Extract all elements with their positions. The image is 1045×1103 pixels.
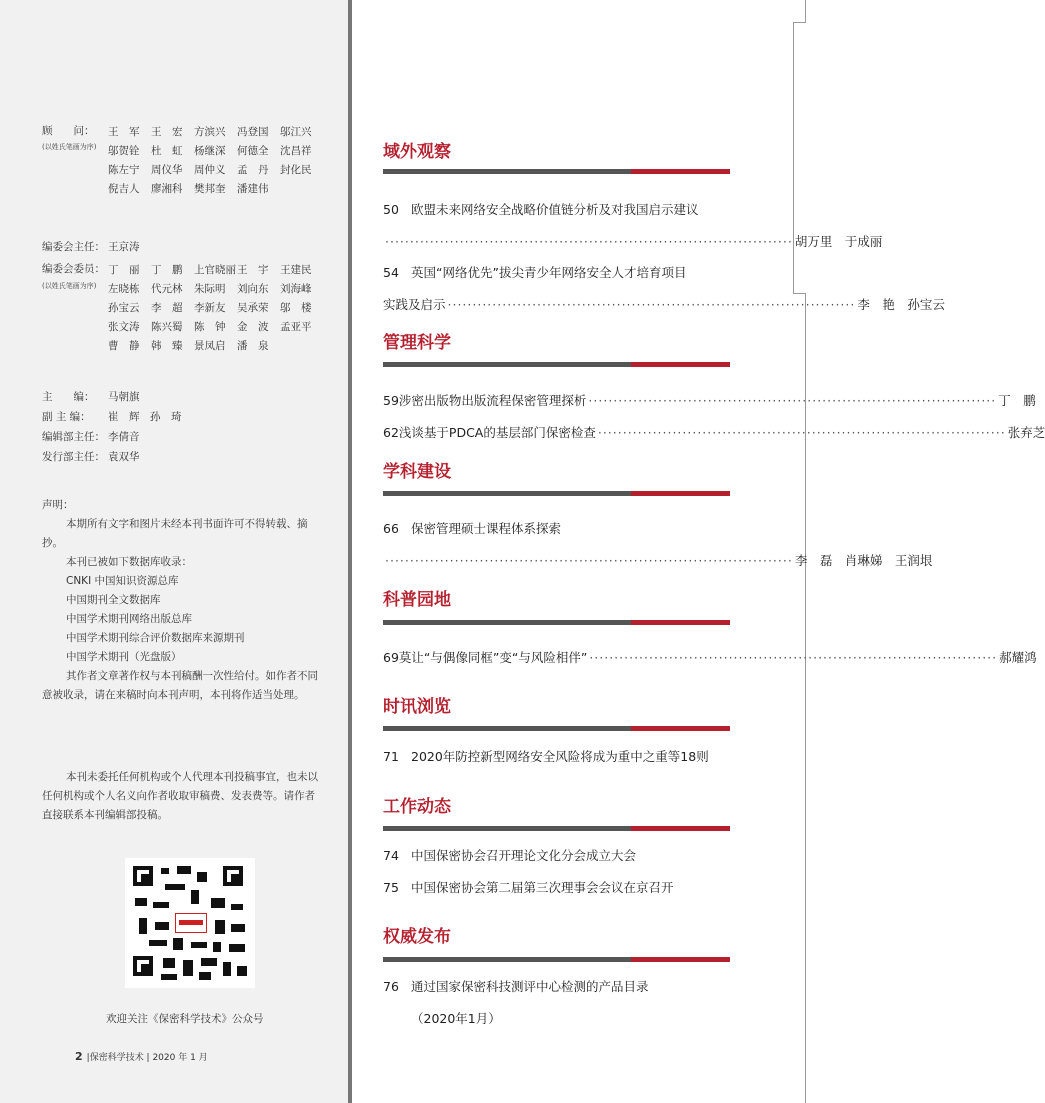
database-item: 中国学术期刊网络出版总库 xyxy=(66,613,192,625)
section-rule xyxy=(383,491,730,496)
advisor-name: 周仪华 xyxy=(151,164,183,176)
toc-entry[interactable] xyxy=(383,846,730,864)
toc-page-number: 69 xyxy=(383,649,399,665)
committee-row xyxy=(108,338,323,357)
toc-entry[interactable] xyxy=(383,423,1045,441)
toc-page-number: 59 xyxy=(383,392,399,408)
database-item: CNKI 中国知识资源总库 xyxy=(66,575,179,587)
advisor-name: 杨继深 xyxy=(194,145,226,157)
committee-row xyxy=(108,281,323,300)
advisor-name: 王 宏 xyxy=(151,126,183,138)
toc-authors: 郝耀鸿 xyxy=(999,650,1037,665)
declaration-p3: 其作者文章著作权与本刊稿酬一次性给付。如作者不同意被收录，请在来稿时向本刊声明，本刊将作适当处理。 xyxy=(42,670,318,701)
toc-authors: 李 磊 肖琳娣 王润垠 xyxy=(794,553,933,568)
toc-page-number: 76 xyxy=(383,978,399,994)
leader-dots: ·················································································· xyxy=(588,392,997,408)
toc-page-number: 54 xyxy=(383,264,399,280)
toc-title: 中国保密协会第二届第三次理事会会议在京召开 xyxy=(411,880,674,895)
toc-authors: 丁 鹏 xyxy=(998,393,1036,408)
committee-row xyxy=(108,319,323,338)
member-name: 孟亚平 xyxy=(280,321,312,333)
member-name: 金 波 xyxy=(237,321,269,333)
qr-caption: 欢迎关注《保密科学技术》公众号 xyxy=(106,1013,264,1025)
advisor-name: 邬江兴 xyxy=(280,126,312,138)
section-title: 管理科学 xyxy=(383,333,451,353)
toc-page-number: 62 xyxy=(383,424,399,440)
committee-row xyxy=(108,262,323,281)
section-rule xyxy=(383,169,730,174)
advisor-name: 樊邦奎 xyxy=(194,183,226,195)
advisor-name: 方滨兴 xyxy=(194,126,226,138)
qr-code xyxy=(125,858,255,988)
member-name: 韩 臻 xyxy=(151,340,183,352)
toc-entry[interactable] xyxy=(383,648,1037,666)
database-item: 中国期刊全文数据库 xyxy=(66,594,161,606)
member-name: 张文涛 xyxy=(108,321,140,333)
toc-title: 莫让“与偶像同框”变“与风险相伴” xyxy=(398,650,588,665)
committee-director: 王京涛 xyxy=(108,241,140,253)
advisor-name: 沈昌祥 xyxy=(280,145,312,157)
advisor-name: 冯登国 xyxy=(237,126,269,138)
leader-dots: ·················································································· xyxy=(447,296,856,312)
member-name: 朱际明 xyxy=(194,283,226,295)
advisors-names xyxy=(108,124,323,200)
advisor-name: 王 军 xyxy=(108,126,140,138)
staff-role: 副 主 编： xyxy=(42,411,91,423)
advisors-row xyxy=(108,181,323,200)
member-name: 王 宇 xyxy=(237,264,269,276)
advisor-name: 杜 虹 xyxy=(151,145,183,157)
section-rule xyxy=(383,362,730,367)
leader-dots: ·················································································· xyxy=(385,233,793,249)
agency-notice xyxy=(42,768,322,825)
database-item: 中国学术期刊综合评价数据库来源期刊 xyxy=(66,632,245,644)
member-name: 丁 鹏 xyxy=(151,264,183,276)
advisors-label: 顾 问： xyxy=(42,125,95,137)
member-name: 陈 钟 xyxy=(194,321,226,333)
member-name: 潘 泉 xyxy=(237,340,269,352)
committee-names xyxy=(108,262,323,357)
toc-page-number: 74 xyxy=(383,847,399,863)
staff-role: 编辑部主任： xyxy=(42,431,105,443)
edge-tab xyxy=(793,22,806,294)
toc-entry[interactable] xyxy=(383,747,730,765)
toc-entry[interactable] xyxy=(383,263,730,281)
declaration-title: 声明： xyxy=(42,499,74,511)
member-name: 丁 丽 xyxy=(108,264,140,276)
toc-title: 2020年防控新型网络安全风险将成为重中之重等18则 xyxy=(411,749,709,764)
member-name: 李新友 xyxy=(194,302,226,314)
section-title: 科普园地 xyxy=(383,590,451,610)
toc-title: 中国保密协会召开理论文化分会成立大会 xyxy=(411,848,637,863)
leader-dots: ·················································································· xyxy=(385,552,793,568)
member-name: 吴承荣 xyxy=(237,302,269,314)
toc-title: 通过国家保密科技测评中心检测的产品目录 xyxy=(411,979,649,994)
page-number: 2 xyxy=(75,1050,83,1063)
section-rule xyxy=(383,826,730,831)
member-name: 曹 静 xyxy=(108,340,140,352)
staff-name: 马朝旗 xyxy=(108,391,140,403)
toc-entry[interactable] xyxy=(383,519,730,537)
footer-text: |保密科学技术 | 2020 年 1 月 xyxy=(86,1053,208,1063)
database-item: 中国学术期刊（光盘版） xyxy=(66,651,182,663)
declaration-p4: 本刊未委托任何机构或个人代理本刊投稿事宜，也未以任何机构或个人名义向作者收取审稿费、发表费等。请作者直接联系本刊编辑部投稿。 xyxy=(42,771,318,821)
toc-page-number: 75 xyxy=(383,879,399,895)
leader-dots: ·················································································· xyxy=(597,424,1006,440)
section-title: 域外观察 xyxy=(383,142,451,162)
toc-page-number: 50 xyxy=(383,201,399,217)
qr-finder xyxy=(133,956,153,976)
toc-entry[interactable] xyxy=(383,200,730,218)
advisor-name: 何德全 xyxy=(237,145,269,157)
advisor-name: 邬贺铨 xyxy=(108,145,140,157)
committee-row xyxy=(108,300,323,319)
section-rule xyxy=(383,726,730,731)
advisor-name: 孟 丹 xyxy=(237,164,269,176)
qr-logo xyxy=(175,913,207,933)
section-rule xyxy=(383,620,730,625)
toc-title: 英国“网络优先”拔尖青少年网络安全人才培育项目 xyxy=(411,265,687,280)
advisors-row xyxy=(108,124,323,143)
member-name: 王建民 xyxy=(280,264,312,276)
toc-entry[interactable] xyxy=(383,391,1036,409)
member-name: 孙宝云 xyxy=(108,302,140,314)
member-name: 代元林 xyxy=(151,283,183,295)
toc-entry-continued[interactable] xyxy=(383,232,883,250)
staff-role: 发行部主任： xyxy=(42,451,105,463)
qr-finder xyxy=(133,866,153,886)
member-name: 上官晓丽 xyxy=(194,264,236,276)
declaration-p1: 本期所有文字和图片未经本刊书面许可不得转载、摘抄。 xyxy=(42,518,308,549)
toc-page-number: 66 xyxy=(383,520,399,536)
toc-entry-continued[interactable] xyxy=(383,551,933,569)
toc-authors: 李 艳 孙宝云 xyxy=(857,297,945,312)
advisors-row xyxy=(108,162,323,181)
advisor-name: 倪吉人 xyxy=(108,183,140,195)
member-name: 刘海峰 xyxy=(280,283,312,295)
member-name: 刘向东 xyxy=(237,283,269,295)
toc-entry-continued[interactable] xyxy=(383,295,945,313)
toc-title: 浅谈基于PDCA的基层部门保密检查 xyxy=(398,425,596,440)
advisors-row xyxy=(108,143,323,162)
toc-entry-continued[interactable] xyxy=(383,1009,730,1027)
toc-authors: 胡万里 于成丽 xyxy=(794,234,883,249)
staff-role: 主 编： xyxy=(42,391,95,403)
committee-members-sublabel: (以姓氏笔画为序) xyxy=(42,282,97,290)
toc-entry[interactable] xyxy=(383,878,730,896)
toc-title: 实践及启示 xyxy=(383,297,446,312)
qr-finder xyxy=(223,866,243,886)
committee-director-label: 编委会主任： xyxy=(42,241,105,253)
member-name: 陈兴蜀 xyxy=(151,321,183,333)
leader-dots: ·················································································· xyxy=(589,649,998,665)
committee-members-label: 编委会委员： xyxy=(42,263,105,275)
column-divider xyxy=(348,0,352,1103)
toc-title: 欧盟未来网络安全战略价值链分析及对我国启示建议 xyxy=(411,202,699,217)
toc-title: （2020年1月） xyxy=(411,1011,501,1026)
declaration xyxy=(42,496,322,705)
staff-name: 崔 辉 孙 琦 xyxy=(108,411,182,423)
section-title: 权威发布 xyxy=(383,927,451,947)
toc-page-number: 71 xyxy=(383,748,399,764)
page-footer xyxy=(75,1050,208,1063)
toc-title: 保密管理硕士课程体系探索 xyxy=(411,521,562,536)
staff-name: 李倩音 xyxy=(108,431,140,443)
member-name: 李 超 xyxy=(151,302,183,314)
toc-entry[interactable] xyxy=(383,977,730,995)
advisor-name: 封化民 xyxy=(280,164,312,176)
section-title: 工作动态 xyxy=(383,797,451,817)
advisor-name: 廖湘科 xyxy=(151,183,183,195)
section-rule xyxy=(383,957,730,962)
advisor-name: 周仲义 xyxy=(194,164,226,176)
declaration-p2: 本刊已被如下数据库收录： xyxy=(66,556,192,568)
toc-authors: 张弃芝 xyxy=(1007,425,1045,440)
section-title: 学科建设 xyxy=(383,462,451,482)
advisor-name: 潘建伟 xyxy=(237,183,269,195)
advisors-sublabel: (以姓氏笔画为序) xyxy=(42,143,97,151)
member-name: 景凤启 xyxy=(194,340,226,352)
member-name: 邬 楼 xyxy=(280,302,312,314)
advisor-name: 陈左宁 xyxy=(108,164,140,176)
member-name: 左晓栋 xyxy=(108,283,140,295)
section-title: 时讯浏览 xyxy=(383,697,451,717)
staff-name: 袁双华 xyxy=(108,451,140,463)
toc-title: 涉密出版物出版流程保密管理探析 xyxy=(398,393,587,408)
